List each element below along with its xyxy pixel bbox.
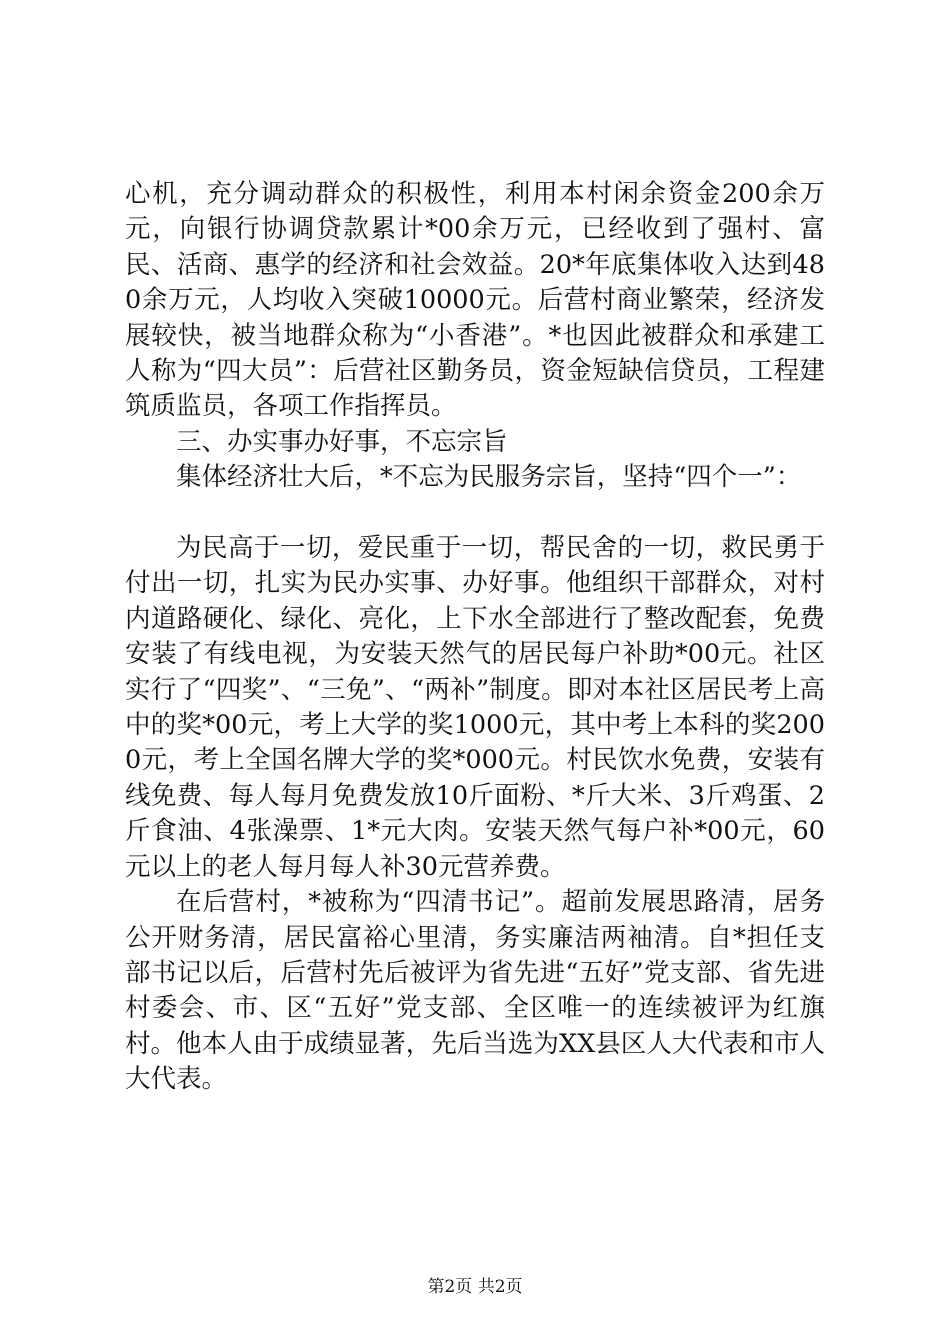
page-footer: 第2页 共2页 xyxy=(427,1277,523,1297)
document-body xyxy=(125,177,825,1098)
paragraph-four-ones: 为民高于一切，爱民重于一切，帮民舍的一切，救民勇于付出一切，扎实为民办实事、办好事。他组织干部群众，对村内道路硬化、绿化、亮化，上下水全部进行了整改配套，免费安装了有线电视，为安装天然气的居民每户补助*00元。社区实行了“四奖”、“三免”、“两补”制度。即对本社区居民考上高中的奖*00元，考上大学的奖1000元，其中考上本科的奖2000元，考上全国名牌大学的奖*000元。村民饮水免费，安装有线免费、每人每月免费发放10斤面粉、*斤大米、3斤鸡蛋、2斤食油、4张澡票、1*元大肉。安装天然气每户补*00元，60元以上的老人每月每人补30元营养费。 xyxy=(125,533,825,882)
paragraph-intro: 集体经济壮大后，*不忘为民服务宗旨，坚持“四个一”： xyxy=(176,462,802,493)
paragraph-four-clears: 在后营村，*被称为“四清书记”。超前发展思路清，居务公开财务清，居民富裕心里清，务实廉洁两袖清。自*担任支部书记以后，后营村先后被评为省先进“五好”党支部、省先进村委会、市、区“五好”党支部、全区唯一的连续被评为红旗村。他本人由于成绩显著，先后当选为XX县区人大代表和市人大代表。 xyxy=(125,887,825,1095)
blank-line xyxy=(125,496,825,531)
section-heading: 三、办实事办好事，不忘宗旨 xyxy=(176,426,508,457)
paragraph-continuation: 心机，充分调动群众的积极性，利用本村闲余资金200余万元，向银行协调贷款累计*00余万元，已经收到了强村、富民、活商、惠学的经济和社会效益。20*年底集体收入达到480余万元，人均收入突破10000元。后营村商业繁荣，经济发展较快，被当地群众称为“小香港”。*也因此被群众和承建工人称为“四大员”：后营社区勤务员，资金短缺信贷员，工程建筑质监员，各项工作指挥员。 xyxy=(125,179,825,422)
